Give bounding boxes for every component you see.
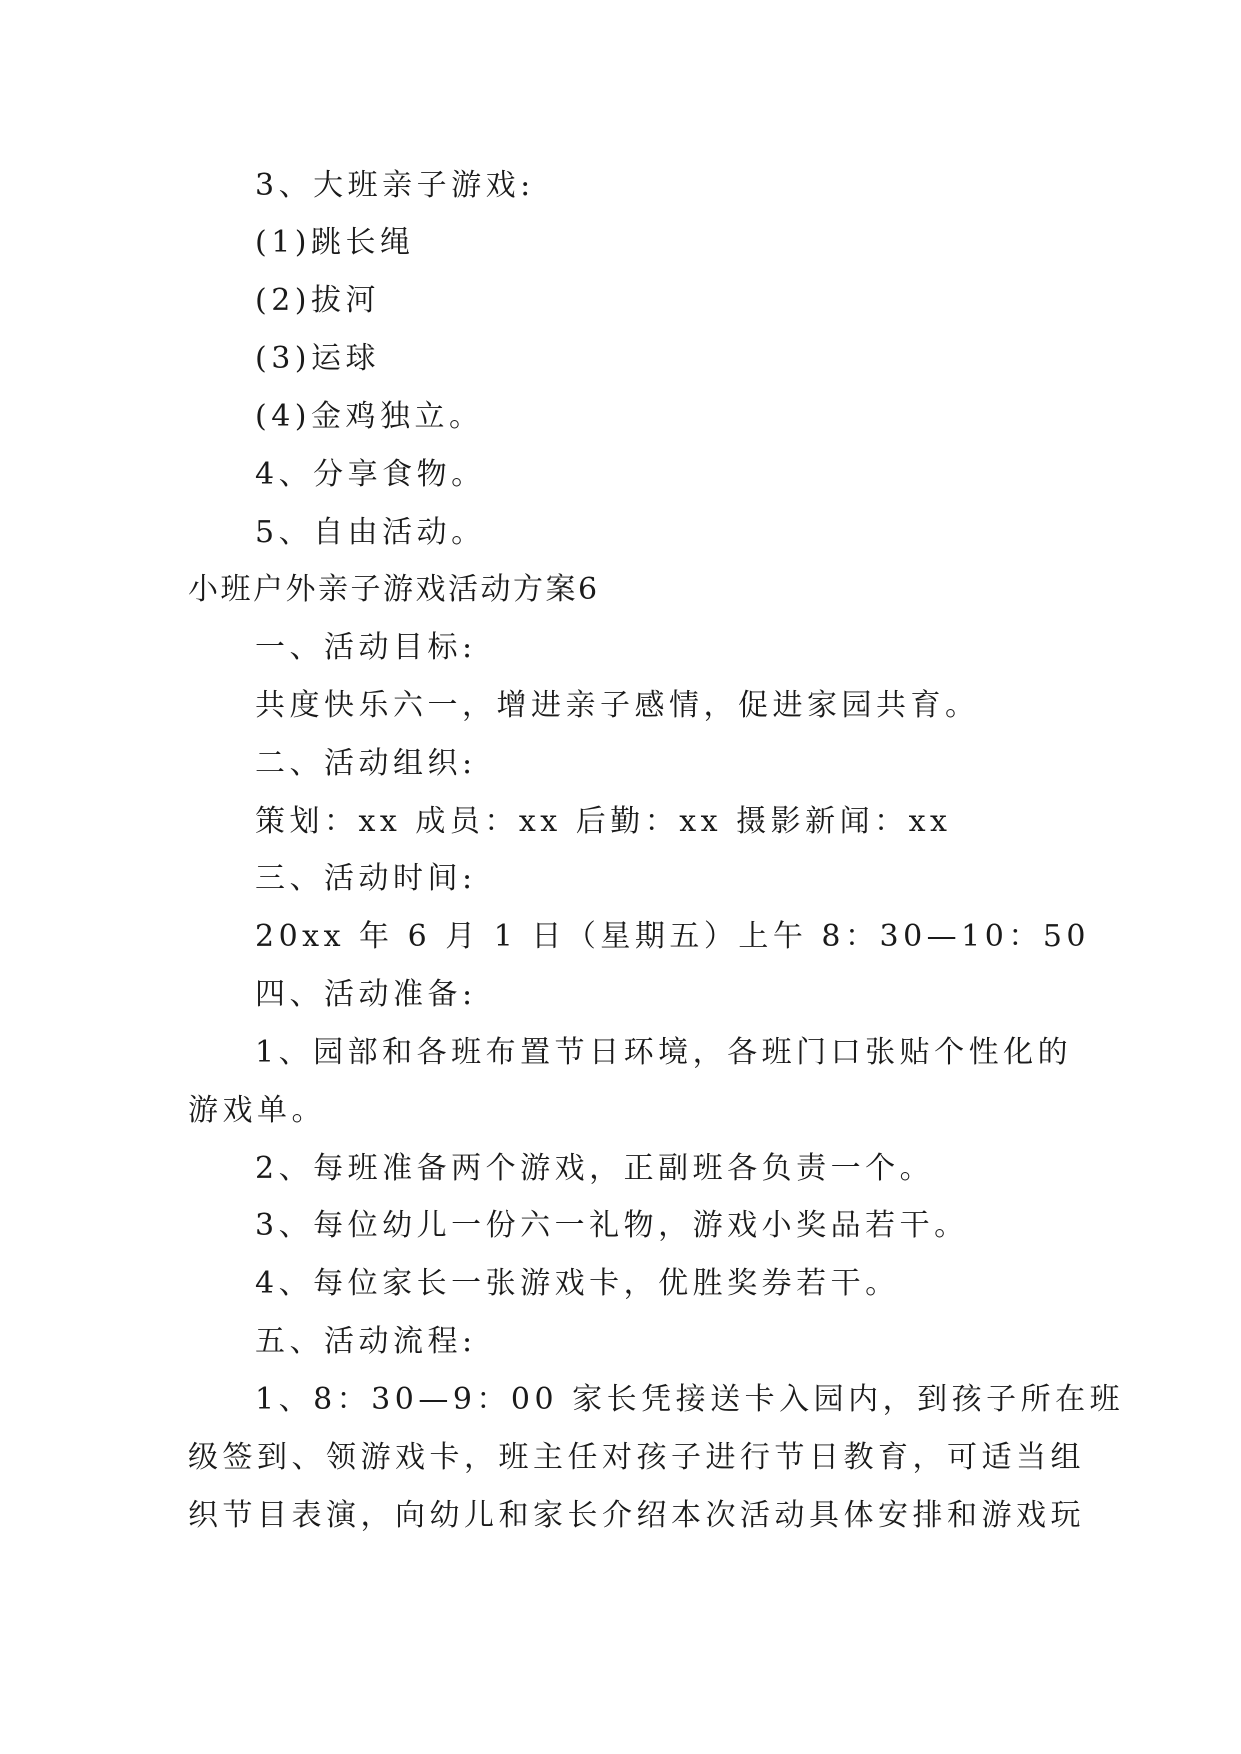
paragraph-preparation-4: 4、每位家长一张游戏卡，优胜奖券若干。 (255, 1266, 900, 1301)
paragraph-process-1-cont: 级签到、领游戏卡，班主任对孩子进行节日教育，可适当组 (188, 1440, 1085, 1475)
list-item-tug-of-war: (2)拔河 (255, 283, 380, 318)
section-title: 小班户外亲子游戏活动方案6 (188, 572, 600, 607)
heading-activity-process: 五、活动流程: (255, 1324, 477, 1359)
paragraph-goal: 共度快乐六一，增进亲子感情，促进家园共育。 (255, 688, 980, 723)
paragraph-preparation-1-cont: 游戏单。 (188, 1093, 326, 1128)
paragraph-process-1: 1、8：30—9：00 家长凭接送卡入园内，到孩子所在班 (255, 1382, 1125, 1417)
paragraph-preparation-3: 3、每位幼儿一份六一礼物，游戏小奖品若干。 (255, 1208, 969, 1243)
heading-activity-organization: 二、活动组织: (255, 746, 477, 781)
heading-activity-preparation: 四、活动准备: (255, 977, 477, 1012)
list-item-large-class-games: 3、大班亲子游戏: (255, 168, 535, 203)
heading-activity-goal: 一、活动目标: (255, 630, 477, 665)
list-item-free-activity: 5、自由活动。 (255, 515, 486, 550)
paragraph-preparation-2: 2、每班准备两个游戏，正副班各负责一个。 (255, 1151, 935, 1186)
paragraph-time: 20xx 年 6 月 1 日（星期五）上午 8：30—10：50 (255, 919, 1091, 954)
list-item-one-leg-stand: (4)金鸡独立。 (255, 399, 484, 434)
list-item-jump-rope: (1)跳长绳 (255, 225, 415, 260)
paragraph-process-1-cont-2: 织节目表演，向幼儿和家长介绍本次活动具体安排和游戏玩 (188, 1498, 1085, 1533)
list-item-ball-carry: (3)运球 (255, 341, 380, 376)
paragraph-organization: 策划：xx 成员：xx 后勤：xx 摄影新闻：xx (255, 804, 952, 839)
paragraph-preparation-1: 1、园部和各班布置节日环境，各班门口张贴个性化的 (255, 1035, 1073, 1070)
heading-activity-time: 三、活动时间: (255, 861, 477, 896)
list-item-share-food: 4、分享食物。 (255, 457, 486, 492)
